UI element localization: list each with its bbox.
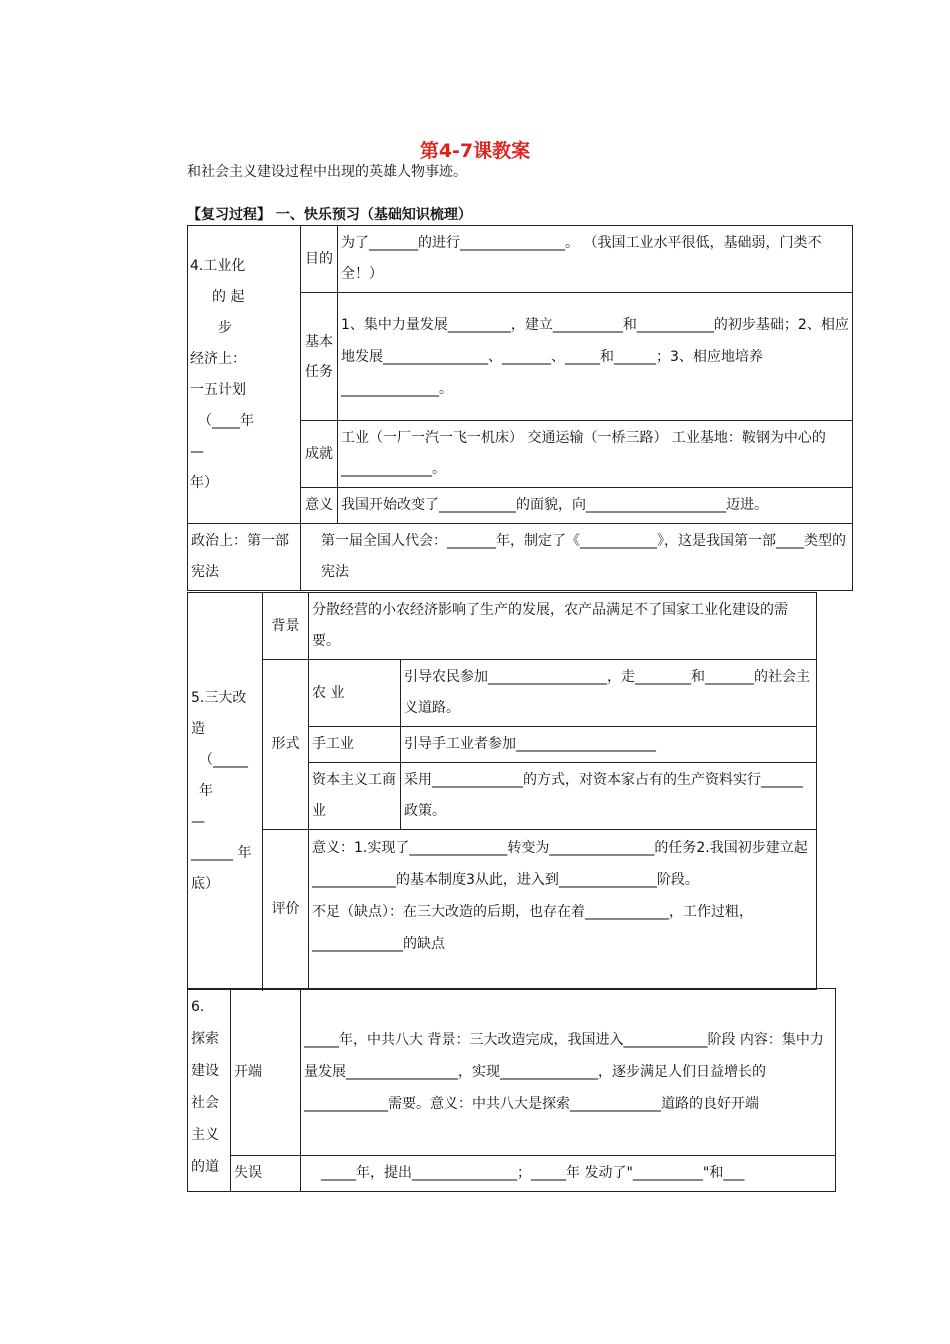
tasks-content: 1、集中力量发展_________，建立__________和___________的初步基础；2、相应地发展_______________、_______、_____和______；3、相应地培养______________。 [338,293,853,421]
form-handicraft-name: 手工业 [309,727,401,763]
s6-label-line: 建设 [191,1063,219,1079]
s5-label-line: 5.三大改 [191,689,247,706]
evaluation-meaning: 意义：1.实现了______________转变为_______________的任务2.我国初步建立起____________的基本制度3从此，进入到______________阶段。 [312,840,808,888]
s6-label [188,989,231,1192]
s5-label-line: ______ 年 [191,844,252,861]
form-agriculture-content: 引导农民参加_________________，走________和_______的社会主义道路。 [401,660,817,727]
s6-label-line: 的道 [191,1159,219,1175]
s4-label-line: 4.工业化 [190,257,246,274]
achievement-content: 工业（一厂一汽一飞一机床） 交通运输（一桥三路） 工业基地：鞍钢为中心的_____________。 [338,421,853,488]
tasks-head: 基本任务 [301,293,338,421]
s6-label-line: 6. [191,999,205,1015]
purpose-content: 为了_______的进行_______________。 （我国工业水平很低，基础弱，门类不全！） [338,226,853,293]
background-head: 背景 [263,593,309,660]
s5-label-line: — [191,813,205,830]
intro-text: 和社会主义建设过程中出现的英雄人物事迹。 [187,164,467,180]
s6-label-line: 社会 [191,1095,219,1111]
politics-label: 政治上：第一部宪法 [188,524,301,591]
form-agriculture-name: 农 业 [309,660,401,727]
start-content: _____年，中共八大 背景：三大改造完成，我国进入____________阶段 内容：集中力量发展________________，实现______________，逐步满足人们日益增长的____________需要。意义：中共八大是探索_____________道路的良好开端 [301,989,836,1156]
evaluation-shortcoming: 不足（缺点）：在三大改造的后期，也存在着____________，工作过粗，_____________的缺点 [312,904,753,952]
start-head: 开端 [231,989,301,1156]
form-handicraft-content: 引导手工业者参加____________________ [401,727,817,763]
s6-label-line: 探索 [191,1031,219,1047]
error-head: 失误 [231,1156,301,1192]
s4-label [188,226,301,524]
s5-label-line: （_____年 [199,751,248,799]
form-head: 形式 [263,660,309,830]
s5-label [188,593,263,990]
exploration-table [187,988,836,1192]
evaluation-content [309,830,817,990]
background-content: 分散经营的小农经济影响了生产的发展，农产品满足不了国家工业化建设的需要。 [309,593,817,660]
form-commerce-name: 资本主义工商业 [309,763,401,830]
s6-label-line: 主义 [191,1127,219,1143]
purpose-head: 目的 [301,226,338,293]
three-transformations-table [187,592,817,990]
error-content: _____年，提出_______________；_____年 发动了"__________"和___ [301,1156,836,1192]
s4-label-line: （____年 [198,412,254,429]
politics-content: 第一届全国人代会：_______年，制定了《___________》，这是我国第一部____类型的宪法 [301,524,853,591]
s4-label-line: 步 [218,319,232,336]
form-commerce-content: 采用_____________的方式，对资本家占有的生产资料实行______政策。 [401,763,817,830]
achievement-head: 成就 [301,421,338,488]
significance-head: 意义 [301,488,338,524]
s4-label-line: 经济上： [190,350,246,367]
section-heading: 【复习过程】 一、快乐预习（基础知识梳理） [187,207,472,223]
s5-label-line: 底） [191,875,219,892]
s4-label-line: — [190,443,204,460]
s4-label-line: 年） [190,474,218,491]
industrialization-table [187,225,853,591]
s4-label-line: 的 起 [212,288,245,305]
page-title: 第4-7课教案 [419,140,531,162]
s4-label-line: 一五计划 [190,381,246,398]
significance-content: 我国开始改变了___________的面貌，向____________________迈进。 [338,488,853,524]
evaluation-head: 评价 [263,830,309,990]
s5-label-line: 造 [191,720,205,737]
